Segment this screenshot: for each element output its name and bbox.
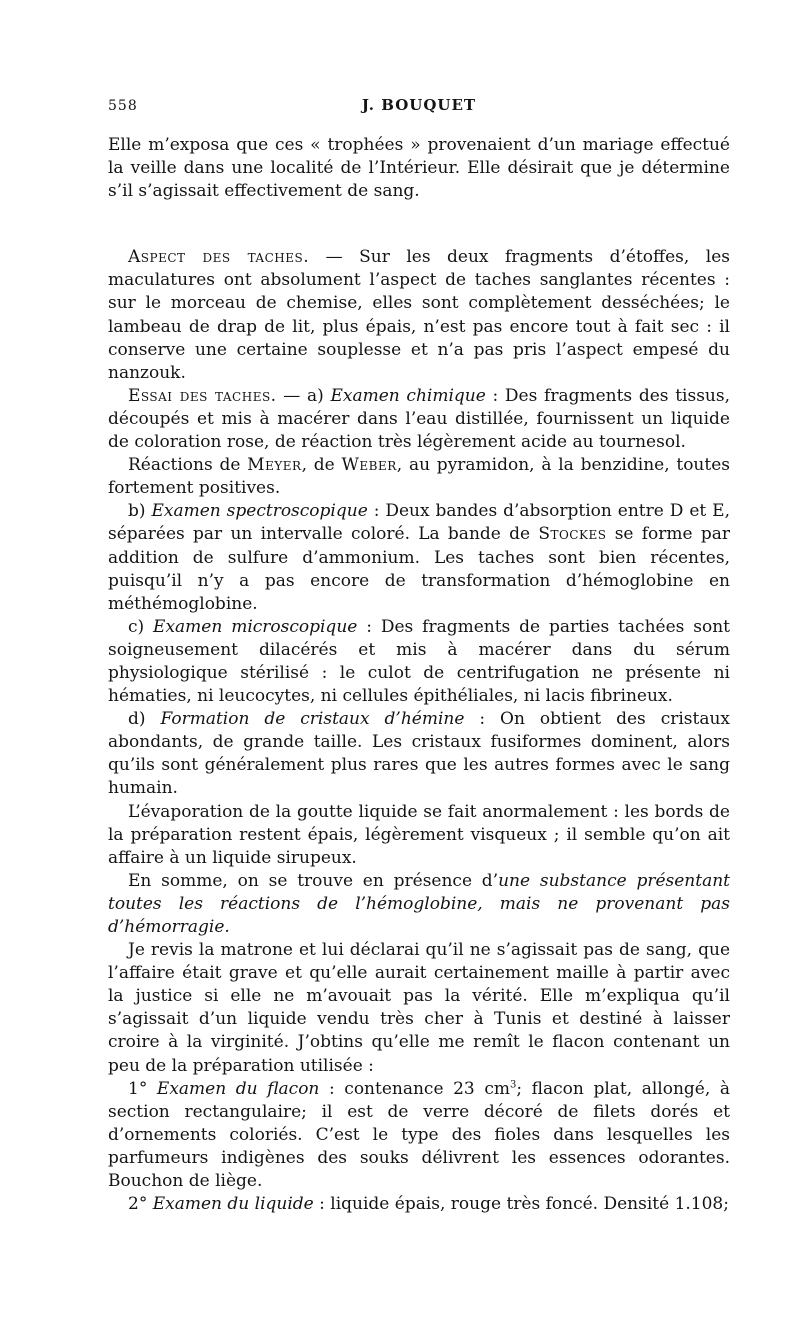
text-segment: Elle m’exposa que ces « trophées » provenaient d’un mariage effectué la veille dans une localité de l’Intérieur. Elle désirait que je détermine s’il s’agissait effectivement de sang. (108, 135, 730, 202)
book-page (108, 96, 730, 1216)
text-segment: 1° (128, 1078, 157, 1099)
italic-text: Examen microscopique (153, 616, 358, 637)
italic-text: Examen du flacon (156, 1078, 320, 1099)
paragraph (108, 1078, 730, 1193)
paragraph (108, 939, 730, 1078)
text-segment: : On obtient des cristaux abondants, de grande taille. Les cristaux fusiformes dominent, alors qu’ils sont généralement plus rares que les autres formes avec le sang humain. (108, 709, 731, 799)
text-segment: se forme par addition de sulfure d’ammonium. Les taches sont bien récentes, puisqu’il n’y a pas encore de transformation d’hémoglobine en méthémoglobine. (108, 524, 730, 614)
smallcaps-text: Weber (341, 455, 397, 476)
page-header (108, 96, 730, 122)
text-segment: En somme, on se trouve en présence d’ (128, 870, 499, 891)
italic-text: Examen du liquide (152, 1194, 314, 1215)
paragraph (108, 246, 730, 385)
smallcaps-text: Essai des taches. (128, 385, 277, 406)
text-segment: b) (128, 501, 152, 522)
paragraph (108, 134, 730, 203)
smallcaps-text: Meyer (247, 455, 302, 476)
smallcaps-text: Aspect des taches. (128, 247, 310, 268)
text-segment: : liquide épais, rouge très foncé. Densité 1.108; (313, 1194, 729, 1215)
paragraph (108, 1193, 730, 1216)
text-segment: : Des fragments des tissus, découpés et mis à macérer dans l’eau distillée, fournissent un liquide de coloration rose, de réaction très légèrement acide au tournesol. (108, 385, 731, 453)
paragraph (108, 708, 730, 800)
superscript: 3 (509, 1079, 517, 1090)
paragraph (108, 801, 730, 870)
paragraph (108, 385, 730, 454)
body-text (108, 134, 730, 1216)
paragraph (108, 454, 730, 500)
italic-text: Examen spectroscopique (151, 501, 368, 522)
text-segment: Réactions de (128, 455, 248, 476)
text-segment: L’évaporation de la goutte liquide se fait anormalement : les bords de la préparation restent épais, légèrement visqueux ; il semble qu’on ait affaire à un liquide sirupeux. (108, 801, 730, 868)
page-number: 558 (108, 98, 138, 114)
paragraph (108, 500, 730, 615)
text-segment: , au pyramidon, à la benzidine, toutes fortement positives. (108, 455, 730, 499)
paragraph (108, 870, 730, 939)
text-segment: : Deux bandes d’absorption entre D et E, séparées par un intervalle coloré. La bande de (108, 501, 730, 545)
italic-text: une substance présentant toutes les réactions de l’hémoglobine, mais ne provenant pas d’hémorragie. (108, 870, 730, 937)
paragraph (108, 616, 730, 708)
running-head: J. BOUQUET (361, 96, 477, 114)
text-segment: : contenance 23 cm (319, 1078, 510, 1099)
text-segment: , de (301, 455, 342, 476)
text-segment: ; flacon plat, allongé, à section rectangulaire; il est de verre décoré de filets dorés et d’ornements coloriés. C’est le type des fioles dans lesquelles les parfumeurs indigènes des souks délivrent les essences odorantes. Bouchon de liège. (108, 1078, 731, 1192)
smallcaps-text: Stockes (538, 524, 607, 545)
text-segment: : Des fragments de parties tachées sont soigneusement dilacérés et mis à macérer dans du sérum physiologique stérilisé : le culot de centrifugation ne présente ni hématies, ni leucocytes, ni cellules épithéliales, ni lacis fibrineux. (108, 616, 730, 707)
text-segment: — Sur les deux fragments d’étoffes, les maculatures ont absolument l’aspect de taches sanglantes récentes : sur le morceau de chemise, elles sont complètement desséchées; le lambeau de drap de lit, plus épais, n’est pas encore tout à fait sec : il conserve une certaine souplesse et n’a pas pris l’aspect empesé du nanzouk. (108, 247, 730, 383)
text-segment: — a) (276, 385, 331, 406)
text-segment: d) (128, 709, 161, 730)
text-segment: c) (128, 616, 154, 637)
italic-text: Examen chimique (330, 385, 486, 406)
italic-text: Formation de cristaux d’hémine (160, 709, 465, 730)
text-segment: Je revis la matrone et lui déclarai qu’il ne s’agissait pas de sang, que l’affaire était grave et qu’elle aurait certainement maille à partir avec la justice si elle ne m’avouait pas la vérité. Elle m’expliqua qu’il s’agissait d’un liquide vendu très cher à Tunis et destiné à laisser croire à la virginité. J’obtins qu’elle me remît le flacon contenant un peu de la préparation utilisée : (108, 940, 730, 1076)
text-segment: 2° (128, 1194, 153, 1215)
